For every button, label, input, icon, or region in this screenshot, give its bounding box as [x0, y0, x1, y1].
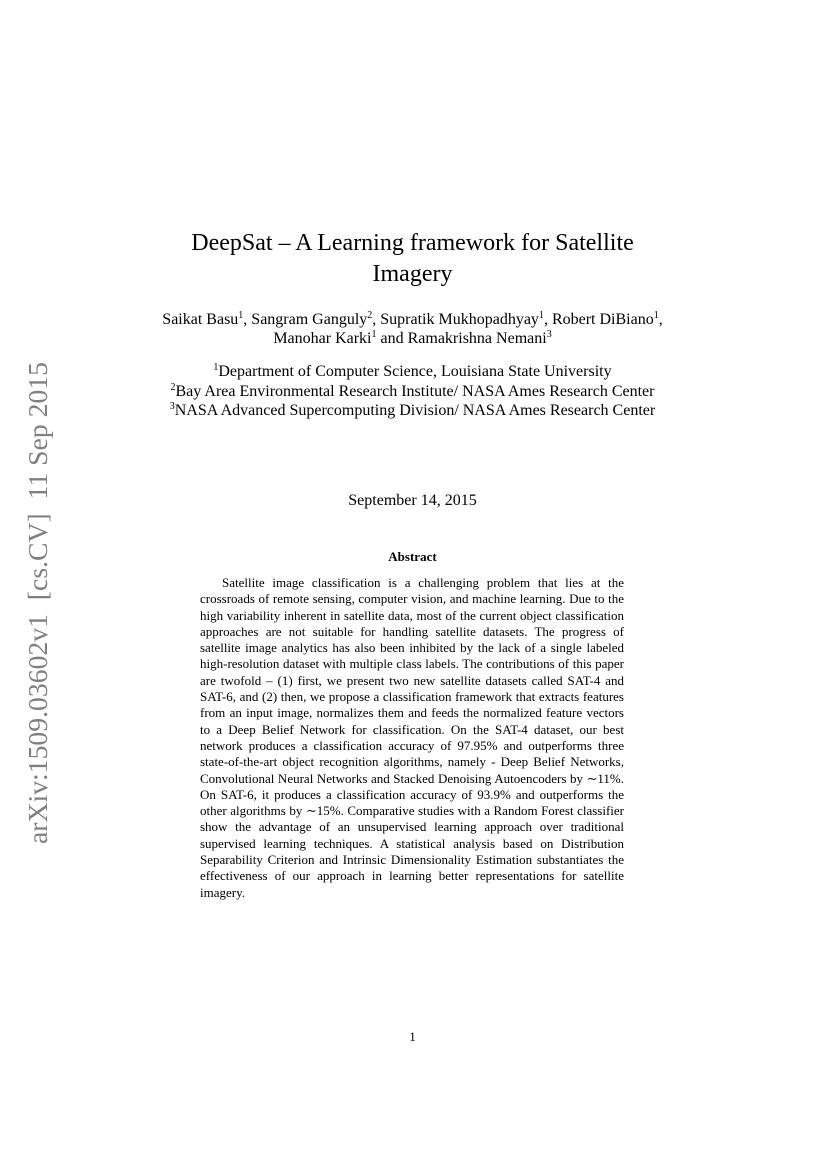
paper-title: DeepSat – A Learning framework for Satellite Imagery: [191, 230, 634, 287]
author: [552, 311, 659, 328]
author: [162, 311, 243, 328]
affiliation-text: NASA Advanced Supercomputing Division/ NASA Ames Research Center: [174, 402, 656, 419]
author-name: Manohar Karki: [273, 330, 372, 347]
abstract-heading: Abstract: [388, 549, 437, 564]
author: [273, 330, 376, 347]
affiliation: [150, 401, 675, 421]
author-affiliation-marker: 1: [238, 310, 244, 321]
publication-date: September 14, 2015: [348, 492, 477, 509]
author-name: Saikat Basu: [162, 311, 239, 328]
affiliation-text: Bay Area Environmental Research Institute/ NASA Ames Research Center: [175, 382, 655, 400]
author-name: Robert DiBiano: [551, 311, 654, 328]
affiliation-text: Department of Computer Science, Louisiana State University: [218, 363, 612, 380]
author-name: Sangram Ganguly: [251, 311, 368, 328]
author: [251, 311, 372, 328]
author-affiliation-marker: 2: [367, 310, 373, 321]
affiliation: [150, 382, 675, 402]
affiliation-marker: 3: [169, 401, 175, 412]
arxiv-identifier-text: arXiv:1509.03602v1 [cs.CV] 11 Sep 2015: [23, 374, 53, 844]
affiliation-list: [150, 362, 675, 421]
affiliation-marker: 1: [213, 362, 219, 373]
author: [408, 330, 552, 347]
author-name: Supratik Mukhopadhyay: [380, 311, 539, 328]
affiliation: [150, 362, 675, 382]
abstract-body: Satellite image classification is a challenging problem that lies at the crossroads of remote sensing, computer vision, and machine learning. Due to the high variability inherent in satellite data, most of the current object classification approaches are not suitable for handling satellite datasets. The progress of satellite image analytics has also been inhibited by the lack of a single labeled high-resolution dataset with multiple class labels. The contributions of this paper are twofold – (1) first, we present two new satellite datasets called SAT-4 and SAT-6, and (2) then, we propose a classification framework that extracts features from an input image, normalizes them and feeds the normalized feature vectors to a Deep Belief Network for classification. On the SAT-4 dataset, our best network produces a classification accuracy of 97.95% and outperforms three state-of-the-art object recognition algorithms, namely - Deep Belief Networks, Convolutional Neural Networks and Stacked Denoising Autoencoders by ∼11%. On SAT-6, it produces a classification accuracy of 93.9% and outperforms the other algorithms by ∼15%. Comparative studies with a Random Forest classifier show the advantage of an unsupervised learning approach over traditional supervised learning techniques. A statistical analysis based on Distribution Separability Criterion and Intrinsic Dimensionality Estimation substantiates the effectiveness of our approach in learning better representations for satellite imagery.: [200, 575, 624, 900]
author-name: Ramakrishna Nemani: [407, 330, 547, 347]
affiliation-marker: 2: [170, 381, 176, 393]
author-affiliation-marker: 3: [546, 329, 552, 340]
arxiv-identifier-stamp: [20, 360, 56, 845]
author-affiliation-marker: 1: [538, 310, 544, 321]
author: [380, 311, 544, 328]
author-affiliation-marker: 1: [653, 310, 659, 321]
author-list: Saikat Basu$^1$, Sangram Ganguly$^2$, Supratik Mukhopadhyay$^1$, Robert DiBiano$^1$, Manohar Karki$^1$ and Ramakrishna Nemani$^3$: [162, 310, 663, 347]
author-affiliation-marker: 1: [371, 329, 377, 340]
page-number: 1: [409, 1029, 416, 1044]
